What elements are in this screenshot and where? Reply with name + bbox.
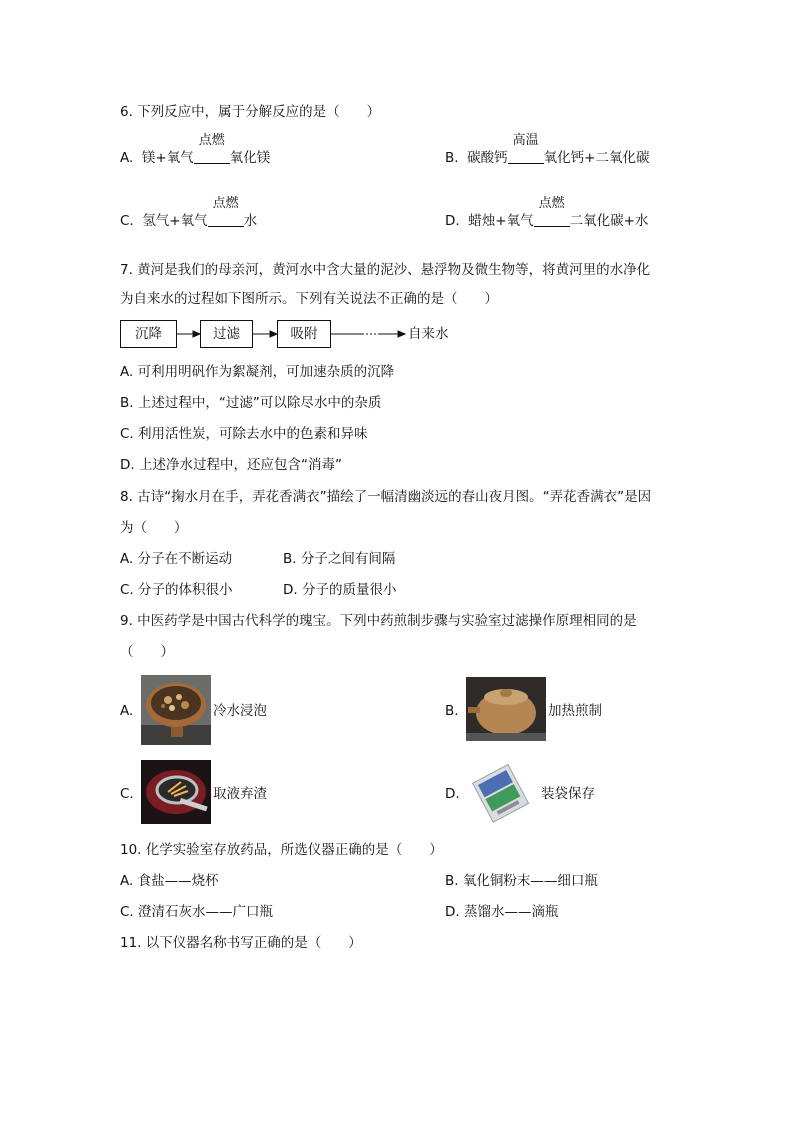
q6-d-reactants: 蜡烛+氧气: [468, 213, 534, 229]
q7-option-b: B. 上述过程中，“过滤”可以除尽水中的杂质: [120, 395, 382, 411]
q9-option-c-label: C.: [120, 786, 134, 802]
q6-option-b-label: B.: [445, 150, 459, 166]
q8-option-a: A. 分子在不断运动: [120, 551, 233, 567]
q8-option-c: C. 分子的体积很小: [120, 582, 233, 598]
q9-option-b-label: B.: [445, 703, 459, 719]
q9-stem-line1: 9. 中医药学是中国古代科学的瑰宝。下列中药煎制步骤与实验室过滤操作原理相同的是: [120, 613, 637, 629]
q9-image-heating-pot: [466, 677, 546, 741]
q6-a-reactants: 镁+氧气: [141, 150, 194, 166]
q6-d-condition: 点燃: [538, 196, 565, 211]
q10-option-d: D. 蒸馏水——滴瓶: [445, 904, 559, 920]
q6-option-c-label: C.: [120, 213, 134, 229]
q9-option-a-text: 冷水浸泡: [213, 703, 267, 719]
q9-image-soaking-herbs: [141, 675, 211, 745]
flow-step-filtration: 过滤: [200, 320, 253, 348]
q8-option-d: D. 分子的质量很小: [283, 582, 397, 598]
q10-option-a: A. 食盐——烧杯: [120, 873, 219, 889]
q10-stem: 10. 化学实验室存放药品，所选仪器正确的是（ ）: [120, 842, 443, 858]
q6-d-products: 二氧化碳+水: [569, 213, 649, 229]
flow-arrows: [0, 0, 794, 400]
flow-arrow-3-head: [398, 331, 405, 337]
q9-stem-line2: （ ）: [120, 644, 174, 660]
q9-option-c-text: 取液弃渣: [213, 786, 267, 802]
q6-c-products: 水: [243, 213, 258, 229]
flow-step-adsorption: 吸附: [277, 320, 331, 348]
q8-stem-line2: 为（ ）: [120, 520, 188, 536]
flow-end-tap-water: 自来水: [408, 326, 449, 342]
q10-option-b: B. 氧化铜粉末——细口瓶: [445, 873, 598, 889]
q7-stem-line2: 为自来水的过程如下图所示。下列有关说法不正确的是（ ）: [120, 291, 498, 307]
q6-option-d-label: D.: [445, 213, 460, 229]
q7-option-a: A. 可利用明矾作为絮凝剂，可加速杂质的沉降: [120, 364, 395, 380]
q7-stem-line1: 7. 黄河是我们的母亲河，黄河水中含大量的泥沙、悬浮物及微生物等，将黄河里的水净化: [120, 262, 651, 278]
q9-option-a-label: A.: [120, 703, 134, 719]
q9-option-d-text: 装袋保存: [541, 786, 595, 802]
q6-c-reactants: 氢气+氧气: [142, 213, 208, 229]
q9-option-b-text: 加热煎制: [548, 703, 602, 719]
q6-b-reactants: 碳酸钙: [467, 150, 508, 166]
q11-stem: 11. 以下仪器名称书写正确的是（ ）: [120, 935, 362, 951]
q10-option-c: C. 澄清石灰水——广口瓶: [120, 904, 274, 920]
q9-option-d-label: D.: [445, 786, 460, 802]
q6-c-condition: 点燃: [212, 196, 239, 211]
q8-stem-line1: 8. 古诗“掬水月在手，弄花香满衣”描绘了一幅清幽淡远的春山夜月图。“弄花香满衣”是因: [120, 489, 652, 505]
q7-option-c: C. 利用活性炭，可除去水中的色素和异味: [120, 426, 368, 442]
q6-stem: 6. 下列反应中，属于分解反应的是（ ）: [120, 104, 381, 120]
q7-option-d: D. 上述净水过程中，还应包含“消毒”: [120, 457, 342, 473]
q6-b-condition: 高温: [512, 133, 539, 148]
q8-option-b: B. 分子之间有间隔: [283, 551, 396, 567]
q6-option-a-label: A.: [120, 150, 134, 166]
flow-arrow-1-head: [193, 331, 200, 337]
q6-b-products: 氧化钙+二氧化碳: [543, 150, 650, 166]
q6-a-products: 氧化镁: [229, 150, 271, 166]
q9-image-packaged-bags: [466, 757, 536, 827]
q6-a-condition: 点燃: [198, 133, 225, 148]
q9-image-strainer: [141, 760, 211, 824]
flow-step-sedimentation: 沉降: [120, 320, 177, 348]
flow-arrow-2-head: [270, 331, 277, 337]
